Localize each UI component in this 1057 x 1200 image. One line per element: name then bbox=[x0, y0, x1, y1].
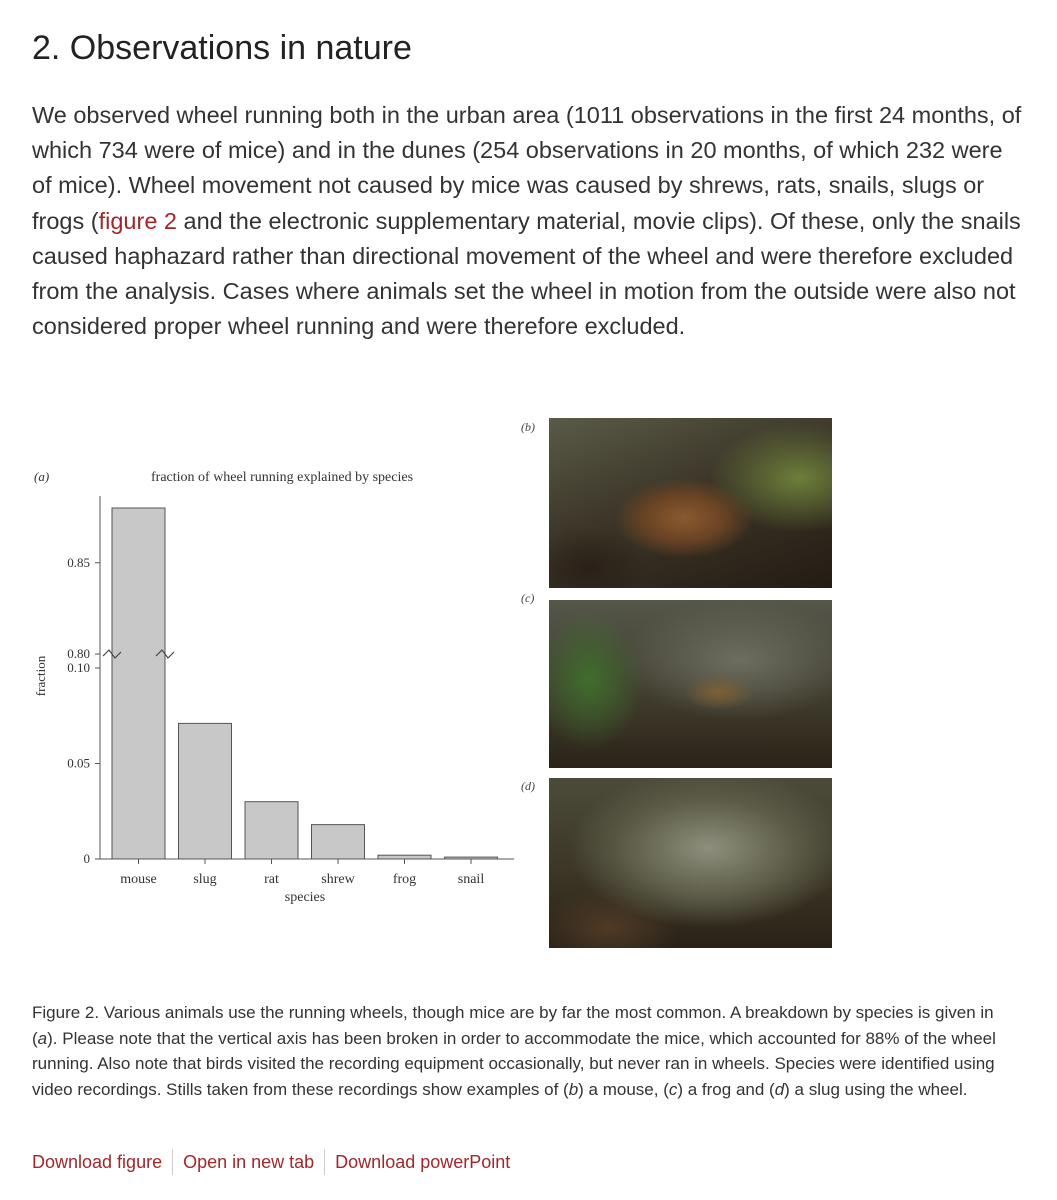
caption-ref-a: a bbox=[37, 1028, 48, 1048]
caption-ref-c: c bbox=[668, 1079, 678, 1099]
download-figure-link[interactable]: Download figure bbox=[32, 1152, 163, 1172]
figure-caption bbox=[32, 1000, 1022, 1102]
bar-snail bbox=[445, 857, 498, 859]
y-tick-label: 0 bbox=[83, 851, 90, 866]
category-label-shrew: shrew bbox=[321, 872, 355, 887]
caption-ref-d: d bbox=[774, 1079, 785, 1099]
tick-labels bbox=[67, 555, 100, 866]
category-label-frog: frog bbox=[392, 872, 417, 887]
bar-rat bbox=[245, 802, 298, 859]
bar-mouse bbox=[112, 508, 165, 859]
bar-frog bbox=[378, 855, 431, 859]
category-label-slug: slug bbox=[193, 872, 217, 887]
category-label-mouse: mouse bbox=[120, 872, 157, 887]
y-axis-title: fraction bbox=[33, 655, 48, 697]
figure-2 bbox=[32, 418, 832, 948]
download-powerpoint-link[interactable]: Download powerPoint bbox=[335, 1152, 511, 1172]
panel-label-a: (a) bbox=[34, 469, 50, 484]
category-label-snail: snail bbox=[457, 872, 485, 887]
bar-slug bbox=[179, 723, 232, 859]
mouse-in-wheel-photo bbox=[549, 418, 832, 588]
y-tick-label: 0.05 bbox=[67, 755, 90, 771]
chart-title: fraction of wheel running explained by species bbox=[151, 470, 414, 485]
paragraph-text-start: We observed wheel running both in the urban area (1011 observations in the first 24 months, of which 734 were of mice) and in the dunes (254 observations in 20 months, of which 232 were of mice). Wheel movement not caused by mice was caused by shrews, rats, snails, slugs or frogs ( bbox=[32, 102, 1022, 234]
section-paragraph bbox=[32, 98, 1027, 344]
x-axis-title: species bbox=[284, 890, 326, 905]
caption-text-2: ). Please note that the vertical axis has been broken in order to accommodate the mice, which accounted for 88% of the wheel running. Also note that birds visited the recording equipment occasionally, but never ran in wheels. Species were identified using video recordings. Stills taken from these recordings show examples of ( bbox=[32, 1028, 996, 1099]
bar-shrew bbox=[312, 825, 365, 859]
open-in-new-tab-link[interactable]: Open in new tab bbox=[183, 1152, 315, 1172]
caption-text-5: ) a slug using the wheel. bbox=[784, 1079, 968, 1099]
bars bbox=[112, 508, 498, 859]
frog-in-wheel-photo bbox=[549, 600, 832, 768]
caption-text-3: ) a mouse, ( bbox=[578, 1079, 669, 1099]
photo-panel bbox=[521, 418, 832, 948]
figure-2-link[interactable]: figure 2 bbox=[98, 207, 177, 234]
y-tick-label: 0.85 bbox=[67, 554, 90, 570]
category-labels bbox=[120, 859, 484, 887]
chart-panel-a bbox=[32, 418, 549, 948]
section-title: 2. Observations in nature bbox=[32, 29, 412, 67]
y-tick-label: 0.80 bbox=[67, 646, 90, 661]
caption-text-4: ) a frog and ( bbox=[677, 1079, 775, 1099]
caption-text-1: Figure 2. Various animals use the running wheels, though mice are by far the most common. A breakdown by species is given in ( bbox=[32, 1003, 994, 1048]
panel-label-d: (d) bbox=[521, 779, 535, 793]
figure-links bbox=[32, 1148, 520, 1176]
panel-label-b: (b) bbox=[521, 420, 535, 434]
y-tick-label: 0.10 bbox=[67, 660, 90, 675]
caption-ref-b: b bbox=[568, 1079, 579, 1099]
panel-label-c: (c) bbox=[521, 591, 535, 605]
category-label-rat: rat bbox=[264, 872, 279, 887]
bar-chart bbox=[32, 418, 549, 948]
slug-in-wheel-photo bbox=[549, 778, 832, 948]
paragraph-text-end: and the electronic supplementary material, movie clips). Of these, only the snails caused haphazard rather than directional movement of the wheel and were therefore excluded from the analysis. Cases where animals set the wheel in motion from the outside were also not considered proper wheel running and were therefore excluded. bbox=[32, 207, 1021, 340]
